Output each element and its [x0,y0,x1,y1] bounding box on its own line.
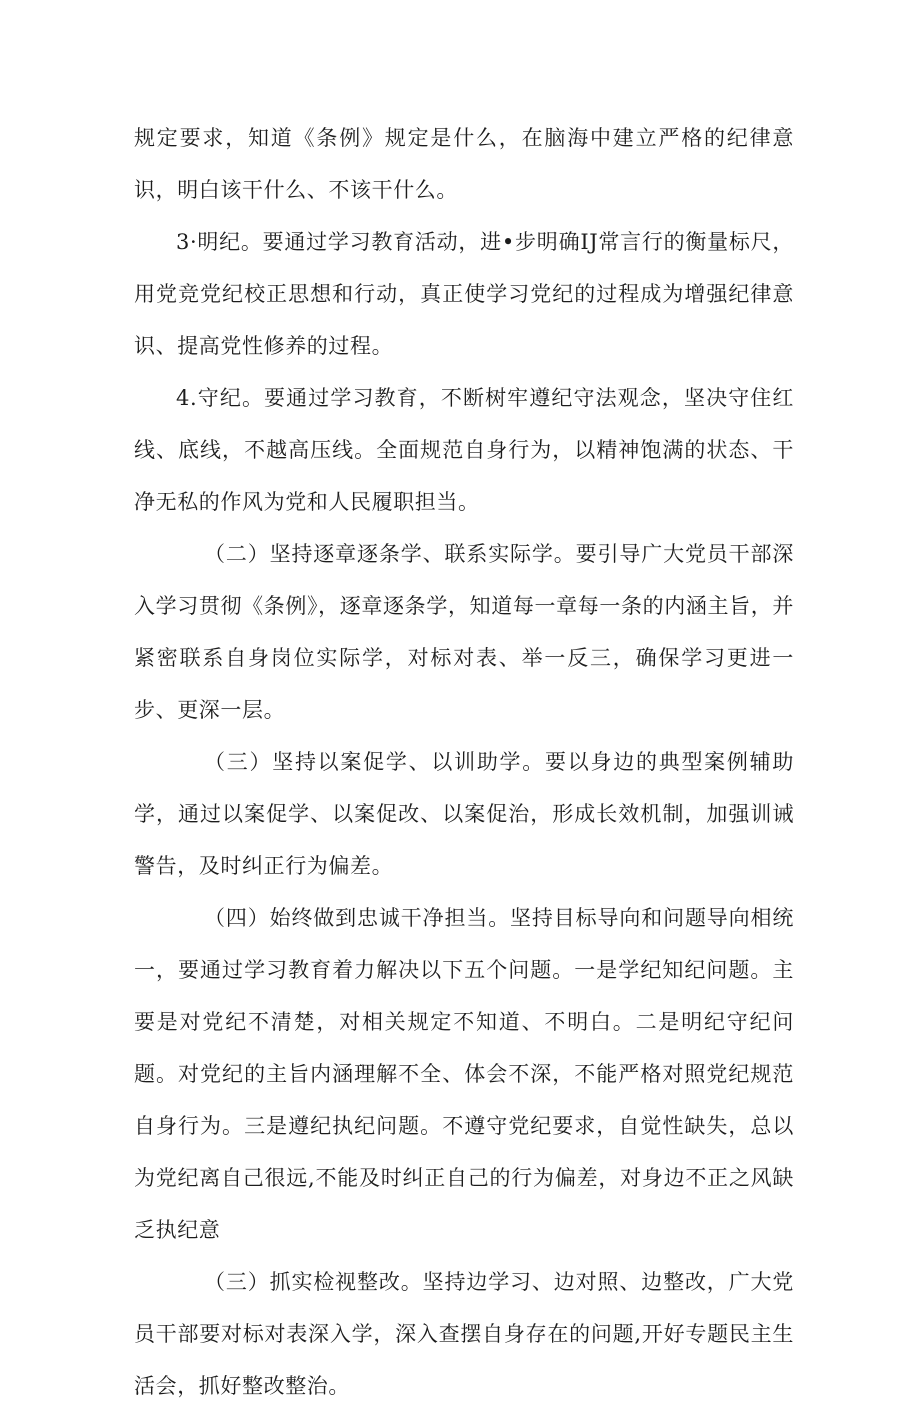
paragraph-section-four: （四）始终做到忠诚干净担当。坚持目标导向和问题导向相统一，要通过学习教育着力解决以下五个问题。一是学纪知纪问题。主要是对党纪不清楚，对相关规定不知道、不明白。二是明纪守纪问题。对党纪的主旨内涵理解不全、体会不深，不能严格对照党纪规范自身行为。三是遵纪执纪问题。不遵守党纪要求，自觉性缺失，总以为党纪离自己很远,不能及时纠正自己的行为偏差，对身边不正之风缺乏执纪意 [134,906,794,1242]
paragraph-section-three-cases: （三）坚持以案促学、以训助学。要以身边的典型案例辅助学，通过以案促学、以案促改、以案促治，形成长效机制，加强训诫警告，及时纠正行为偏差。 [134,750,794,878]
paragraph-section-two: （二）坚持逐章逐条学、联系实际学。要引导广大党员干部深入学习贯彻《条例》，逐章逐条学，知道每一章每一条的内涵主旨，并紧密联系自身岗位实际学，对标对表、举一反三，确保学习更进一步、更深一层。 [134,542,794,722]
paragraph-ming-ji: 3·明纪。要通过学习教育活动，进•步明确IJ常言行的衡量标尺，用党竞党纪校正思想和行动，真正使学习党纪的过程成为增强纪律意识、提高党性修养的过程。 [134,230,794,358]
paragraph-section-three-rectification: （三）抓实检视整改。坚持边学习、边对照、边整改，广大党员干部要对标对表深入学，深入查摆自身存在的问题,开好专题民主生活会，抓好整改整治。 [134,1270,794,1398]
paragraph-continuation: 规定要求，知道《条例》规定是什么，在脑海中建立严格的纪律意识，明白该干什么、不该干什么。 [134,126,794,202]
document-body [134,112,794,1412]
paragraph-shou-ji: 4.守纪。要通过学习教育，不断树牢遵纪守法观念，坚决守住红线、底线，不越高压线。全面规范自身行为，以精神饱满的状态、干净无私的作风为党和人民履职担当。 [134,386,794,514]
